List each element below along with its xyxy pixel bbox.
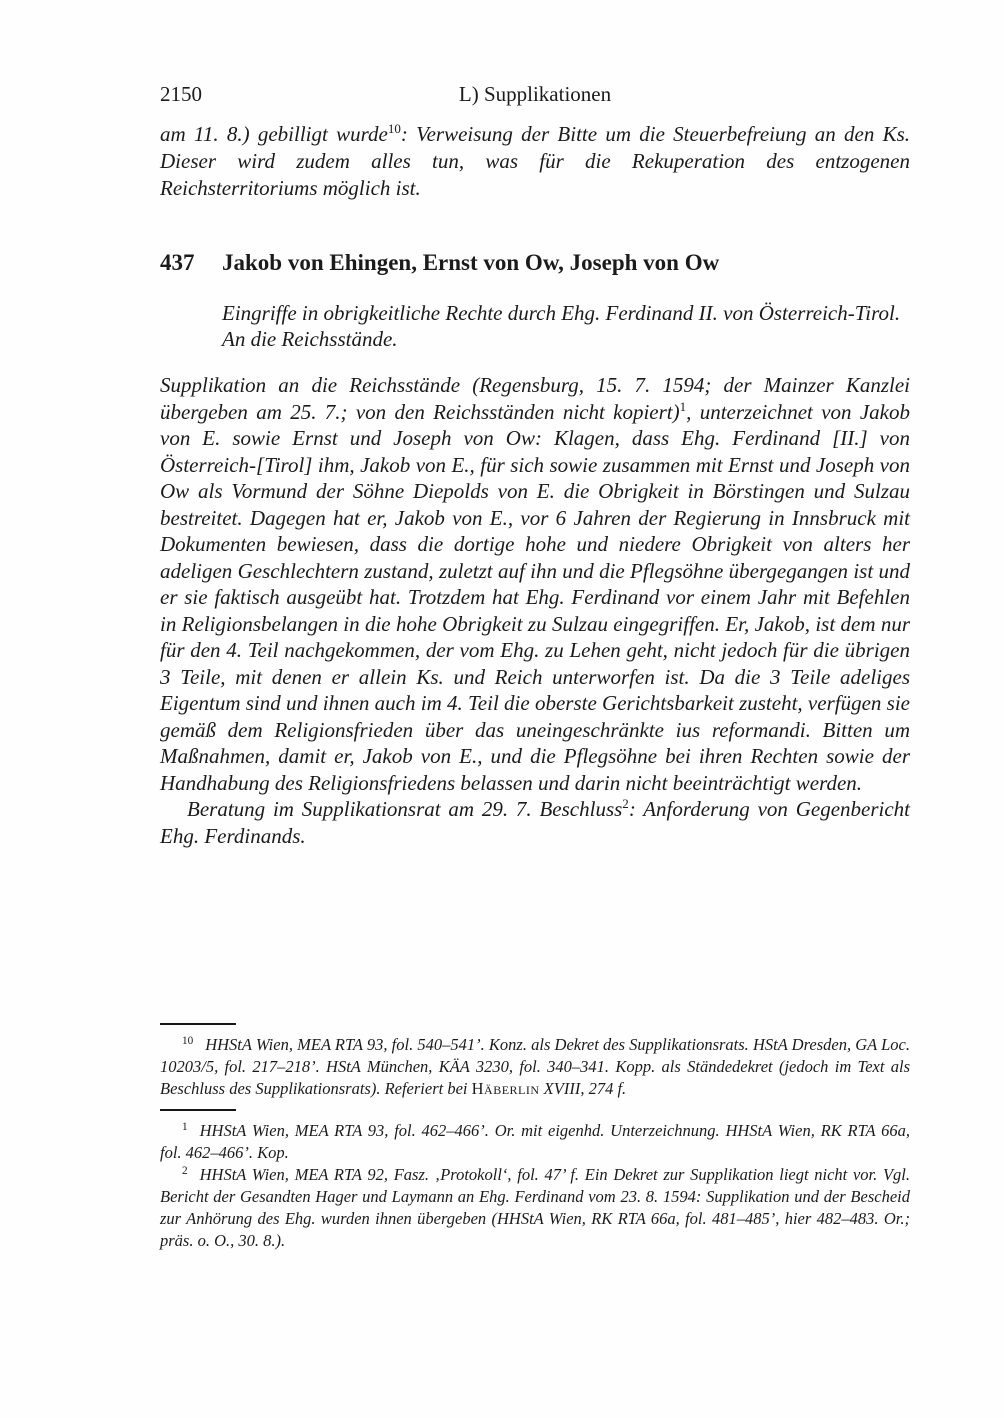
footnote-10-author-smallcaps: Häberlin bbox=[471, 1079, 540, 1098]
footnote-1 bbox=[160, 1120, 910, 1164]
footnote-10-text: HHStA Wien, MEA RTA 93, fol. 540–541’. Konz. als Dekret des Supplikationsrats. HStA Dresden, GA Loc. 10203/5, fol. 217–218’. HStA München, KÄA 3230, fol. 340–341. Kopp. als Ständedekret (jedoch im Text als Beschluss des Supplikationsrats). Referiert bei bbox=[160, 1035, 910, 1098]
footnote-2 bbox=[160, 1164, 910, 1252]
footnote-separator-rule bbox=[160, 1109, 236, 1111]
section-heading bbox=[160, 249, 910, 277]
footnote-ref-1: 1 bbox=[679, 398, 687, 414]
intro-paragraph bbox=[160, 121, 910, 202]
footnote-10-text-end: XVIII, 274 f. bbox=[539, 1079, 627, 1098]
footnote-ref-10: 10 bbox=[387, 121, 401, 136]
section-number: 437 bbox=[160, 250, 195, 275]
footnotes-section bbox=[160, 1023, 910, 1252]
intro-text-after-note: : Verweisung der Bitte um die Steuerbefreiung an den Ks. Dieser wird zudem alles tun, was für die Rekuperation des entzogenen Reichsterritoriums möglich ist. bbox=[160, 122, 910, 200]
deliberation-text-before-note: Beratung im Supplikationsrat am 29. 7. Beschluss bbox=[187, 797, 623, 821]
running-head-title: L) Supplikationen bbox=[458, 82, 612, 106]
page-number: 2150 bbox=[160, 82, 202, 106]
summary-text-before-note: Supplikation an die Reichsstände (Regensburg, 15. 7. 1594; der Mainzer Kanzlei übergeben am 25. 7.; von den Reichsständen nicht kopiert) bbox=[160, 373, 910, 424]
section-title: Jakob von Ehingen, Ernst von Ow, Joseph von Ow bbox=[222, 250, 720, 275]
footnote-2-marker: 2 bbox=[182, 1164, 188, 1177]
footnote-10 bbox=[160, 1034, 910, 1100]
summary-paragraph bbox=[160, 372, 910, 796]
intro-text-before-note: am 11. 8.) gebilligt wurde bbox=[160, 122, 388, 146]
deliberation-text-after-note: : Anforderung von Gegenbericht Ehg. Ferdinands. bbox=[160, 797, 910, 848]
footnote-1-marker: 1 bbox=[182, 1120, 188, 1133]
running-header bbox=[160, 82, 910, 106]
footnote-ref-2: 2 bbox=[622, 796, 629, 811]
footnote-separator-rule bbox=[160, 1023, 236, 1025]
section-subtitle: Eingriffe in obrigkeitliche Rechte durch Ehg. Ferdinand II. von Österreich-Tirol. An die Reichsstände. bbox=[222, 301, 901, 351]
footnote-2-text: HHStA Wien, MEA RTA 92, Fasz. ‚Protokoll‘, fol. 47’ f. Ein Dekret zur Supplikation liegt nicht vor. Vgl. Bericht der Gesandten Hager und Laymann an Ehg. Ferdinand vom 23. 8. 1594: Supplikation und der Bescheid zur Anhörung des Ehg. wurden ihnen übergeben (HHStA Wien, RK RTA 66a, fol. 481–485’, hier 482–483. Or.; präs. o. O., 30. 8.). bbox=[160, 1165, 910, 1250]
deliberation-paragraph bbox=[160, 796, 910, 849]
footnote-1-text: HHStA Wien, MEA RTA 93, fol. 462–466’. Or. mit eigenhd. Unterzeichnung. HHStA Wien, RK RTA 66a, fol. 462–466’. Kop. bbox=[160, 1121, 910, 1162]
footnote-10-marker: 10 bbox=[182, 1034, 194, 1047]
summary-text-after-note: , unterzeichnet von Jakob von E. sowie Ernst und Joseph von Ow: Klagen, dass Ehg. Ferdinand [II.] von Österreich-[Tirol] ihm, Jakob von E., für sich sowie zusammen mit Ernst und Joseph von Ow als Vormund der Söhne Diepolds von E. die Obrigkeit in Börstingen und Sulzau bestreitet. Dagegen hat er, Jakob von E., vor 6 Jahren der Regierung in Innsbruck mit Dokumenten bewiesen, dass die dortige hohe und niedere Obrigkeit von alters her adeligen Geschlechtern zustand, zuletzt auf ihn und die Pflegsöhne übergegangen ist und er sie faktisch ausgeübt hat. Trotzdem hat Ehg. Ferdinand vor einem Jahr mit Befehlen in Religionsbelangen in die hohe Obrigkeit zu Sulzau eingegriffen. Er, Jakob, ist dem nur für den 4. Teil nachgekommen, der vom Ehg. zu Lehen geht, nicht jedoch für die übrigen 3 Teile, mit denen er allein Ks. und Reich unterworfen ist. Da die 3 Teile adeliges Eigentum sind und ihnen auch im 4. Teil die oberste Gerichtsbarkeit zusteht, verfügen sie gemäß dem Religionsfrieden über das uneingeschränkte ius reformandi. Bitten um Maßnahmen, damit er, Jakob von E., und die Pflegsöhne bei ihren Rechten sowie der Handhabung des Religionsfriedens belassen und darin nicht beeinträchtigt werden. bbox=[160, 399, 910, 795]
